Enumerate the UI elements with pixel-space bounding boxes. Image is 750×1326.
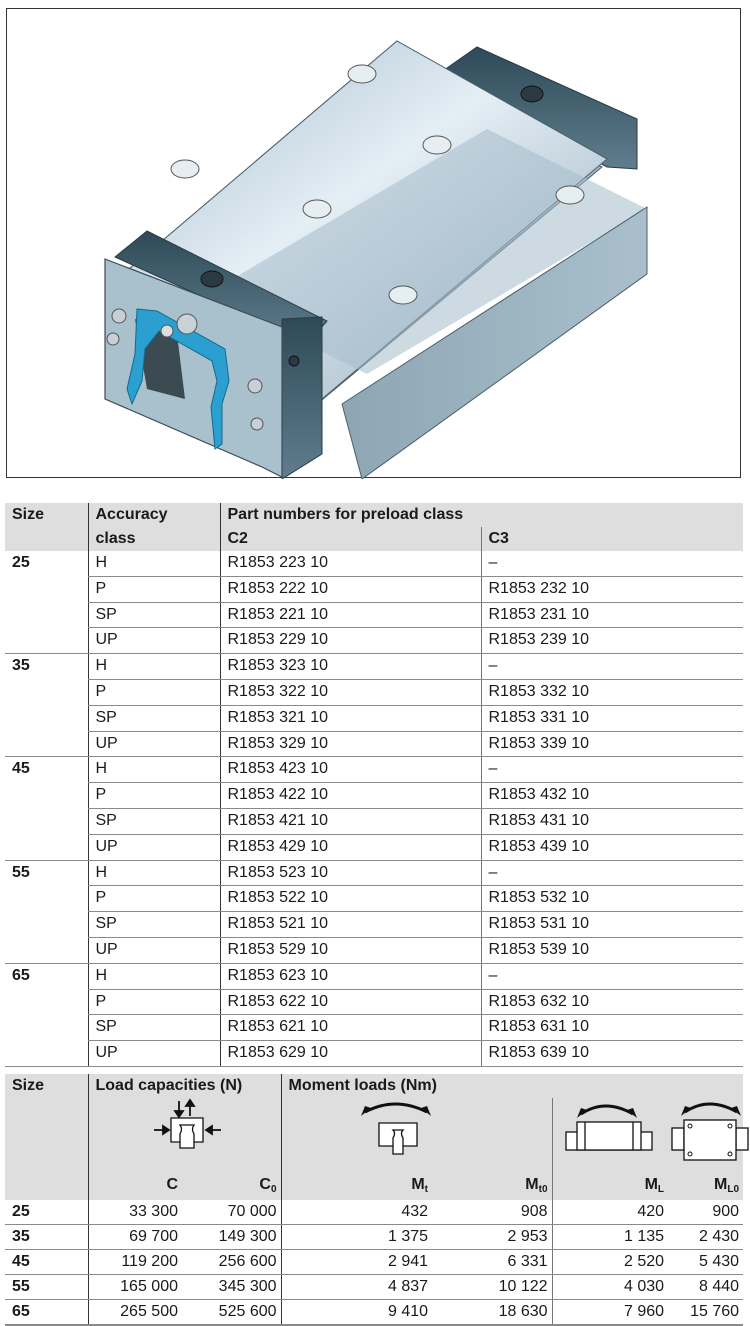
- header-c2: C2: [220, 527, 481, 551]
- part-number-c2-cell: R1853 323 10: [220, 654, 481, 680]
- part-number-c2-cell: R1853 322 10: [220, 679, 481, 705]
- c0-cell: 149 300: [182, 1225, 281, 1250]
- header-load-capacities: Load capacities (N): [88, 1074, 281, 1098]
- table-row: [5, 1041, 743, 1067]
- table-row: [5, 1300, 743, 1326]
- size-cell: 25: [12, 554, 30, 571]
- transverse-moment-icon: [327, 1098, 477, 1158]
- size-cell: [5, 783, 88, 809]
- mt-cell: 1 375: [281, 1225, 432, 1250]
- table-row: [5, 1225, 743, 1250]
- part-number-c3-cell: –: [481, 963, 743, 989]
- c0-cell: 256 600: [182, 1250, 281, 1275]
- part-number-c2-cell: R1853 422 10: [220, 783, 481, 809]
- accuracy-class-cell: P: [88, 679, 220, 705]
- size-cell: 35: [12, 657, 30, 675]
- size-cell: 45: [12, 760, 30, 778]
- part-number-c3-cell: –: [481, 860, 743, 886]
- header-size: Size: [5, 1074, 88, 1098]
- size-cell: 45: [5, 1250, 88, 1275]
- size-cell: [5, 989, 88, 1015]
- table-row: [5, 937, 743, 963]
- mt0-cell: 908: [432, 1200, 552, 1225]
- mt0-cell: 6 331: [432, 1250, 552, 1275]
- load-capacities-table: [5, 1074, 743, 1326]
- ml0-cell: 2 430: [668, 1225, 743, 1250]
- mt-cell: 432: [281, 1200, 432, 1225]
- part-number-c2-cell: R1853 622 10: [220, 989, 481, 1015]
- c-cell: 119 200: [88, 1250, 182, 1275]
- accuracy-class-cell: P: [88, 783, 220, 809]
- part-number-c2-cell: R1853 223 10: [220, 551, 481, 576]
- part-number-c3-cell: R1853 432 10: [481, 783, 743, 809]
- accuracy-class-cell: P: [88, 576, 220, 602]
- part-number-c3-cell: R1853 639 10: [481, 1041, 743, 1067]
- part-number-c3-cell: R1853 631 10: [481, 1015, 743, 1041]
- header-c3: C3: [481, 527, 743, 551]
- accuracy-class-cell: H: [88, 654, 220, 680]
- accuracy-class-cell: P: [88, 886, 220, 912]
- part-number-c2-cell: R1853 423 10: [220, 757, 481, 783]
- part-numbers-table: [5, 503, 743, 1067]
- part-number-c3-cell: –: [481, 654, 743, 680]
- part-number-c3-cell: R1853 632 10: [481, 989, 743, 1015]
- header-part-numbers: Part numbers for preload class: [220, 503, 743, 527]
- table-row: [5, 731, 743, 757]
- mt0-cell: 2 953: [432, 1225, 552, 1250]
- part-number-c3-cell: –: [481, 551, 743, 576]
- part-number-c3-cell: R1853 439 10: [481, 834, 743, 860]
- size-cell: [5, 576, 88, 602]
- c-cell: 165 000: [88, 1275, 182, 1300]
- part-number-c3-cell: R1853 339 10: [481, 731, 743, 757]
- accuracy-class-cell: UP: [88, 731, 220, 757]
- table-row: [5, 679, 743, 705]
- table-row: [5, 860, 743, 886]
- part-number-c2-cell: R1853 629 10: [220, 1041, 481, 1067]
- part-number-c3-cell: R1853 531 10: [481, 912, 743, 938]
- load-directions-icon: [130, 1098, 240, 1158]
- part-number-c3-cell: R1853 332 10: [481, 679, 743, 705]
- header-accuracy-class-line1: Accuracy: [88, 503, 220, 527]
- accuracy-class-cell: SP: [88, 912, 220, 938]
- part-number-c2-cell: R1853 521 10: [220, 912, 481, 938]
- table-row: [5, 602, 743, 628]
- runner-block-drawing: [7, 9, 742, 479]
- header-size-blank: [5, 527, 88, 551]
- ml0-cell: 15 760: [668, 1300, 743, 1326]
- part-number-c3-cell: –: [481, 757, 743, 783]
- size-cell: [5, 937, 88, 963]
- size-cell: 55: [5, 1275, 88, 1300]
- size-cell: 65: [12, 966, 30, 984]
- c-cell: 265 500: [88, 1300, 182, 1326]
- size-cell: [5, 628, 88, 654]
- longitudinal-moment-icons: [559, 1098, 749, 1162]
- header-size: Size: [5, 503, 88, 527]
- table-row: [5, 1275, 743, 1300]
- accuracy-class-cell: SP: [88, 705, 220, 731]
- table-row: [5, 989, 743, 1015]
- table-row: [5, 757, 743, 783]
- table-row: [5, 654, 743, 680]
- size-cell: [5, 1041, 88, 1067]
- size-cell: [5, 705, 88, 731]
- size-cell: [5, 886, 88, 912]
- table-row: [5, 912, 743, 938]
- part-number-c2-cell: R1853 623 10: [220, 963, 481, 989]
- part-number-c2-cell: R1853 229 10: [220, 628, 481, 654]
- header-ml0: $M_{L0}$: [668, 1174, 743, 1200]
- c-cell: 69 700: [88, 1225, 182, 1250]
- header-ml: $M_L$: [552, 1174, 668, 1200]
- accuracy-class-cell: H: [88, 551, 220, 576]
- part-number-c2-cell: R1853 621 10: [220, 1015, 481, 1041]
- part-number-c2-cell: R1853 222 10: [220, 576, 481, 602]
- mt-cell: 2 941: [281, 1250, 432, 1275]
- part-number-c2-cell: R1853 421 10: [220, 808, 481, 834]
- part-number-c3-cell: R1853 239 10: [481, 628, 743, 654]
- accuracy-class-cell: H: [88, 963, 220, 989]
- accuracy-class-cell: H: [88, 860, 220, 886]
- ml0-cell: 8 440: [668, 1275, 743, 1300]
- c0-cell: 525 600: [182, 1300, 281, 1326]
- accuracy-class-cell: UP: [88, 937, 220, 963]
- accuracy-class-cell: UP: [88, 628, 220, 654]
- size-cell: [5, 834, 88, 860]
- table-row: [5, 1250, 743, 1275]
- header-c0: $C_0$: [182, 1174, 281, 1200]
- part-number-c2-cell: R1853 221 10: [220, 602, 481, 628]
- size-cell: [5, 602, 88, 628]
- header-moment-loads: Moment loads (Nm): [281, 1074, 743, 1098]
- size-cell: 35: [5, 1225, 88, 1250]
- part-number-c3-cell: R1853 532 10: [481, 886, 743, 912]
- size-cell: [5, 808, 88, 834]
- accuracy-class-cell: SP: [88, 808, 220, 834]
- part-number-c3-cell: R1853 231 10: [481, 602, 743, 628]
- table-row: [5, 576, 743, 602]
- mt0-cell: 18 630: [432, 1300, 552, 1326]
- longitudinal-moment-top-icon: [672, 1104, 748, 1160]
- ml-cell: 1 135: [552, 1225, 668, 1250]
- product-illustration: [6, 8, 741, 478]
- accuracy-class-cell: SP: [88, 1015, 220, 1041]
- part-number-c3-cell: R1853 331 10: [481, 705, 743, 731]
- header-mt0: $M_{t0}$: [432, 1174, 552, 1200]
- table-row: [5, 886, 743, 912]
- part-number-c2-cell: R1853 529 10: [220, 937, 481, 963]
- accuracy-class-cell: UP: [88, 834, 220, 860]
- header-accuracy-class-line2: class: [88, 527, 220, 551]
- ml0-cell: 900: [668, 1200, 743, 1225]
- table-row: [5, 551, 743, 576]
- longitudinal-moment-side-icon: [566, 1106, 652, 1150]
- table-row: [5, 705, 743, 731]
- table-row: [5, 834, 743, 860]
- size-cell: 55: [12, 863, 30, 881]
- size-cell: [5, 679, 88, 705]
- mt0-cell: 10 122: [432, 1275, 552, 1300]
- header-mt: $M_t$: [281, 1174, 432, 1200]
- table-row: [5, 963, 743, 989]
- size-cell: [5, 1015, 88, 1041]
- ml0-cell: 5 430: [668, 1250, 743, 1275]
- c0-cell: 70 000: [182, 1200, 281, 1225]
- size-cell: [5, 912, 88, 938]
- accuracy-class-cell: P: [88, 989, 220, 1015]
- size-cell: 65: [5, 1300, 88, 1326]
- mt-cell: 4 837: [281, 1275, 432, 1300]
- accuracy-class-cell: H: [88, 757, 220, 783]
- part-number-c3-cell: R1853 539 10: [481, 937, 743, 963]
- part-number-c3-cell: R1853 232 10: [481, 576, 743, 602]
- c0-cell: 345 300: [182, 1275, 281, 1300]
- part-number-c2-cell: R1853 329 10: [220, 731, 481, 757]
- part-number-c2-cell: R1853 523 10: [220, 860, 481, 886]
- table-row: [5, 1200, 743, 1225]
- part-number-c2-cell: R1853 522 10: [220, 886, 481, 912]
- table-row: [5, 1015, 743, 1041]
- ml-cell: 2 520: [552, 1250, 668, 1275]
- size-cell: [5, 731, 88, 757]
- accuracy-class-cell: SP: [88, 602, 220, 628]
- part-number-c2-cell: R1853 429 10: [220, 834, 481, 860]
- part-number-c3-cell: R1853 431 10: [481, 808, 743, 834]
- table-row: [5, 808, 743, 834]
- ml-cell: 4 030: [552, 1275, 668, 1300]
- size-cell: 25: [5, 1200, 88, 1225]
- c-cell: 33 300: [88, 1200, 182, 1225]
- table-row: [5, 628, 743, 654]
- accuracy-class-cell: UP: [88, 1041, 220, 1067]
- ml-cell: 7 960: [552, 1300, 668, 1326]
- header-c: C: [88, 1174, 182, 1200]
- part-number-c2-cell: R1853 321 10: [220, 705, 481, 731]
- mt-cell: 9 410: [281, 1300, 432, 1326]
- ml-cell: 420: [552, 1200, 668, 1225]
- table-row: [5, 783, 743, 809]
